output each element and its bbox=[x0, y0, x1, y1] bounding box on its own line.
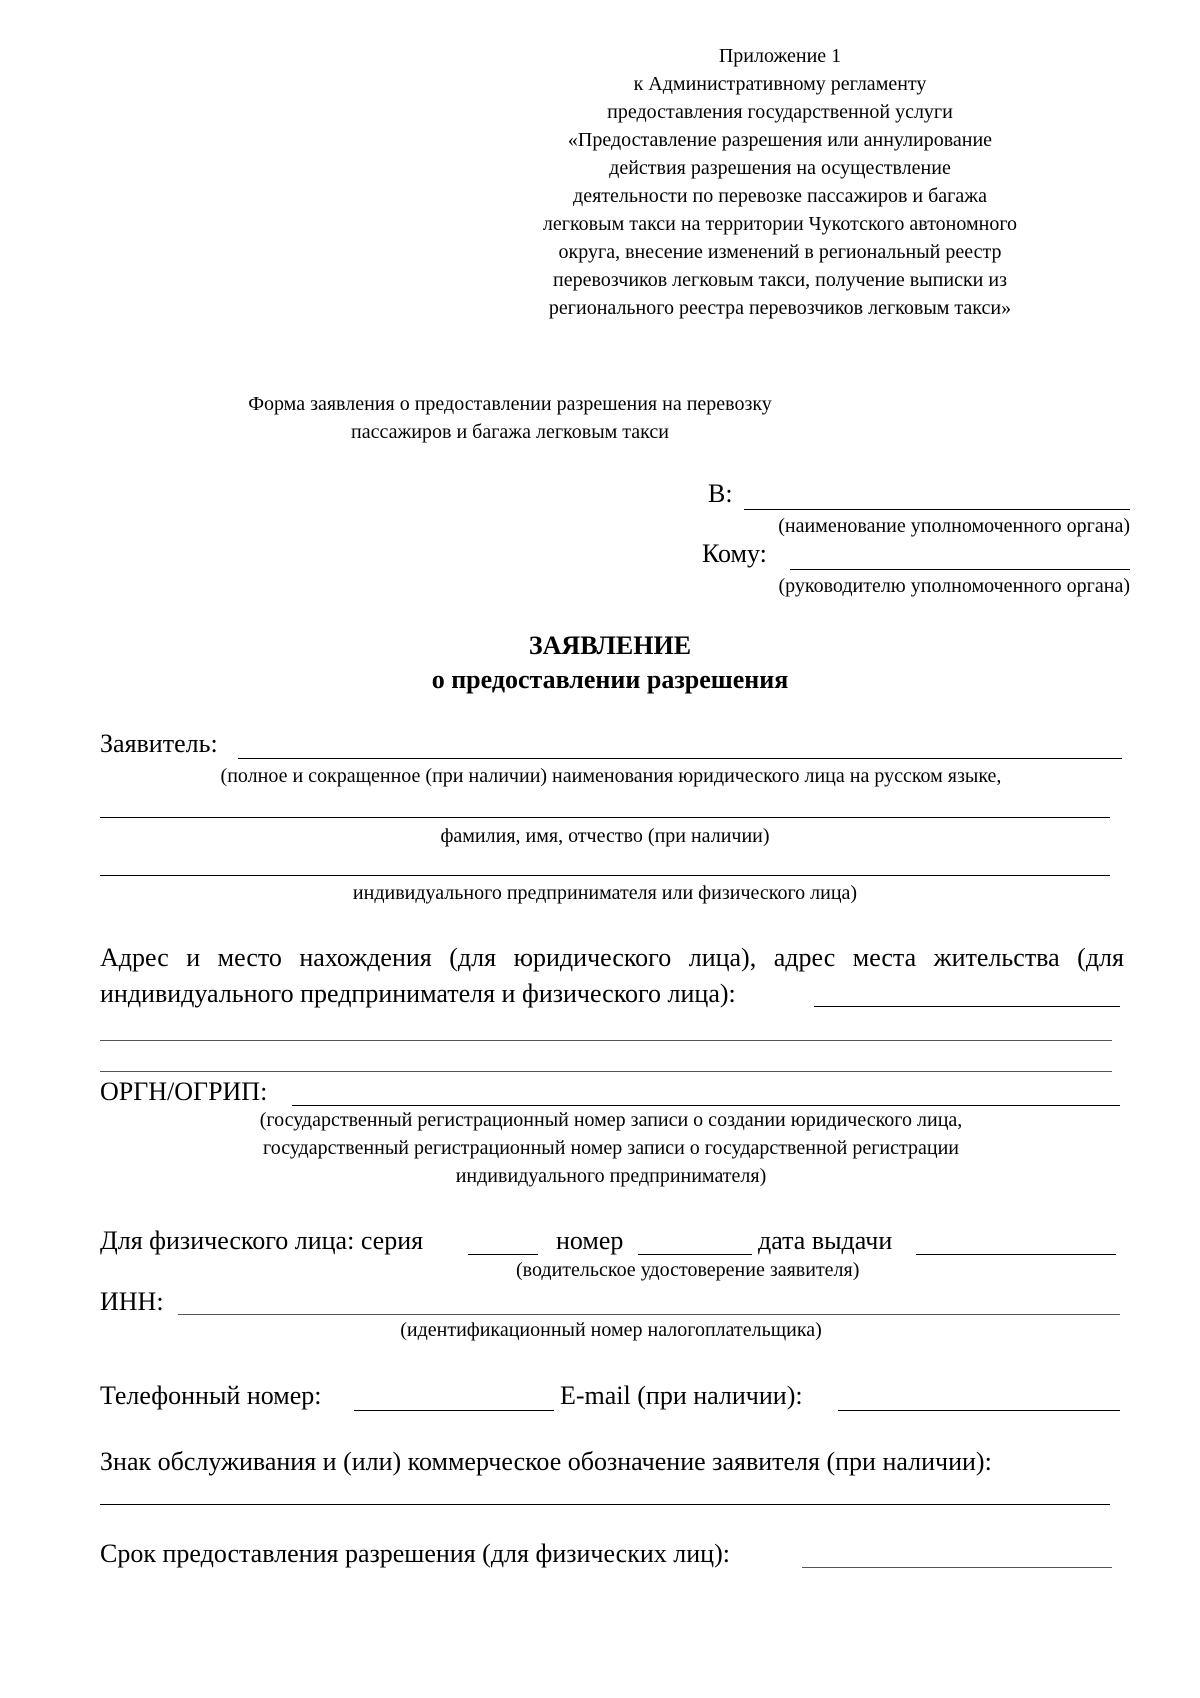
license-series-label: Для физического лица: серия bbox=[100, 1226, 424, 1255]
applicant-field-2[interactable] bbox=[100, 817, 1110, 818]
appendix-line: к Административному регламенту bbox=[633, 73, 927, 95]
term-field[interactable] bbox=[802, 1567, 1112, 1568]
whom-label: Кому: bbox=[702, 539, 767, 568]
address-label-line-2: индивидуального предпринимателя и физического лица): bbox=[100, 979, 736, 1008]
appendix-line: деятельности по перевозке пассажиров и багажа bbox=[573, 185, 987, 207]
address-field-3[interactable] bbox=[100, 1071, 1112, 1072]
email-label: E-mail (при наличии): bbox=[560, 1381, 803, 1410]
form-title-line-1: Форма заявления о предоставлении разрешения на перевозку bbox=[248, 393, 772, 415]
ogrn-hint-2: государственный регистрационный номер записи о государственной регистрации bbox=[263, 1137, 959, 1159]
email-field[interactable] bbox=[838, 1410, 1120, 1411]
address-field-2[interactable] bbox=[100, 1040, 1112, 1041]
license-number-field[interactable] bbox=[638, 1254, 752, 1255]
to-hint: (наименование уполномоченного органа) bbox=[778, 515, 1130, 537]
inn-field[interactable] bbox=[178, 1314, 1120, 1315]
phone-label: Телефонный номер: bbox=[100, 1381, 322, 1410]
appendix-line: округа, внесение изменений в региональный реестр bbox=[558, 241, 1002, 263]
form-title bbox=[200, 390, 820, 446]
inn-label: ИНН: bbox=[100, 1287, 164, 1316]
document-title: ЗАЯВЛЕНИЕ bbox=[528, 631, 692, 660]
applicant-hint-3: индивидуального предпринимателя или физического лица) bbox=[352, 882, 858, 904]
appendix-line: легковым такси на территории Чукотского автономного bbox=[542, 213, 1018, 235]
appendix-line: «Предоставление разрешения или аннулирование bbox=[567, 129, 993, 151]
inn-hint: (идентификационный номер налогоплательщика) bbox=[400, 1319, 822, 1341]
whom-field[interactable] bbox=[790, 569, 1130, 570]
ogrn-label: ОРГН/ОГРИП: bbox=[100, 1077, 268, 1106]
address-label-line-1: Адрес и место нахождения (для юридического лица), адрес места жительства (для bbox=[100, 943, 1124, 972]
license-number-label: номер bbox=[556, 1226, 624, 1255]
license-date-label: дата выдачи bbox=[758, 1226, 893, 1255]
appendix-line: действия разрешения на осуществление bbox=[609, 157, 951, 179]
appendix-line: Приложение 1 bbox=[718, 45, 842, 67]
trademark-field[interactable] bbox=[100, 1504, 1110, 1505]
phone-field[interactable] bbox=[354, 1410, 554, 1411]
term-label: Срок предоставления разрешения (для физических лиц): bbox=[100, 1539, 730, 1568]
appendix-line: перевозчиков легковым такси, получение выписки из bbox=[553, 269, 1007, 291]
appendix-line: регионального реестра перевозчиков легковым такси» bbox=[548, 297, 1012, 319]
appendix-line: предоставления государственной услуги bbox=[607, 101, 953, 123]
to-field[interactable] bbox=[744, 509, 1130, 510]
applicant-label: Заявитель: bbox=[100, 729, 218, 758]
to-label: В: bbox=[708, 479, 733, 508]
trademark-label: Знак обслуживания и (или) коммерческое обозначение заявителя (при наличии): bbox=[100, 1447, 992, 1476]
applicant-hint-1: (полное и сокращенное (при наличии) наименования юридического лица на русском языке, bbox=[220, 765, 1002, 787]
ogrn-hint-3: индивидуального предпринимателя) bbox=[455, 1165, 767, 1187]
ogrn-hint-1: (государственный регистрационный номер записи о создании юридического лица, bbox=[259, 1109, 963, 1131]
address-field-1[interactable] bbox=[814, 1006, 1120, 1007]
document-subtitle: о предоставлении разрешения bbox=[431, 665, 789, 694]
applicant-field-3[interactable] bbox=[100, 875, 1110, 876]
applicant-field-1[interactable] bbox=[238, 758, 1122, 759]
form-title-line-2: пассажиров и багажа легковым такси bbox=[351, 421, 669, 443]
applicant-hint-2: фамилия, имя, отчество (при наличии) bbox=[440, 825, 770, 847]
whom-hint: (руководителю уполномоченного органа) bbox=[778, 575, 1130, 597]
license-hint: (водительское удостоверение заявителя) bbox=[516, 1259, 860, 1281]
license-series-field[interactable] bbox=[468, 1254, 538, 1255]
license-date-field[interactable] bbox=[916, 1254, 1116, 1255]
appendix-header bbox=[500, 42, 1060, 322]
